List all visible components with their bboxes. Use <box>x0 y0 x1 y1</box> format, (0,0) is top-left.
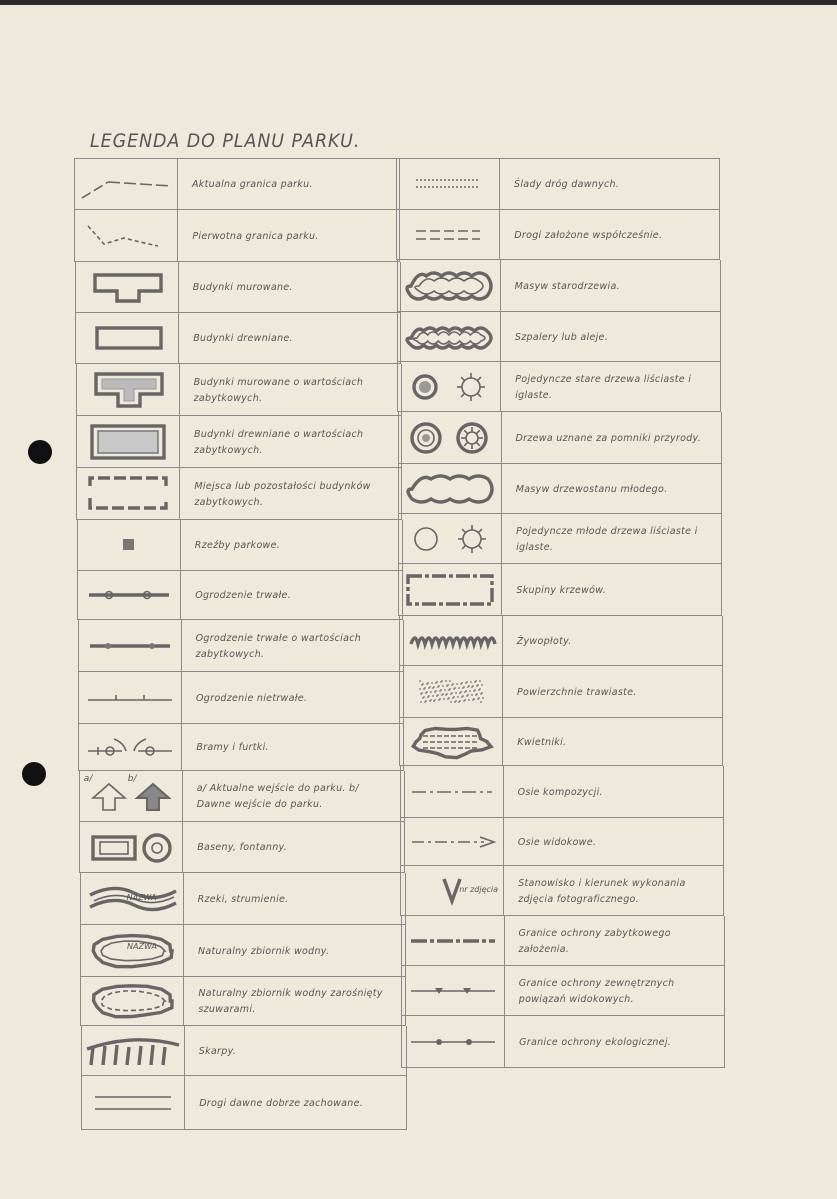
legend-label-cell <box>183 771 405 822</box>
legend-label-cell <box>184 977 406 1026</box>
old-road-icon <box>81 1076 185 1130</box>
legend-label-cell <box>181 520 403 571</box>
left-legend-row <box>79 822 405 873</box>
left-legend-row <box>75 313 401 364</box>
tree-avenue-icon <box>397 312 501 362</box>
old-road-traces-icon <box>396 158 500 210</box>
legend-label-cell <box>501 312 721 362</box>
legend-label-cell <box>502 514 722 564</box>
legend-label-cell <box>178 210 400 262</box>
view-axis-arrow-icon <box>400 818 504 866</box>
left-legend-row <box>76 364 402 416</box>
left-legend-row <box>78 620 404 672</box>
legend-label-cell <box>184 873 406 925</box>
legend-label-cell <box>184 925 406 977</box>
symbol-tag-text: NAZWA <box>126 893 157 902</box>
legend-label-cell <box>505 966 725 1016</box>
punch-hole-bottom <box>22 762 46 786</box>
legend-label: Granice ochrony zewnętrznych powiązań widokowych. <box>518 977 675 1005</box>
legend-label-cell <box>504 866 724 916</box>
permanent-fence-icon <box>77 571 181 620</box>
legend-label-cell <box>503 718 723 766</box>
shrub-groups-icon <box>398 564 502 616</box>
legend-label-cell <box>178 158 400 210</box>
wooden-building-icon <box>75 313 179 364</box>
view-protection-boundary-icon <box>401 966 505 1016</box>
grass-area-icon <box>399 666 503 718</box>
right-legend-row <box>400 766 724 818</box>
legend-label: Pojedyncze młode drzewa liściaste i iglaste. <box>516 525 698 553</box>
legend-label: Szpalery lub aleje. <box>514 331 609 343</box>
legend-title: LEGENDA DO PLANU PARKU. <box>90 130 361 152</box>
legend-label: Kwietniki. <box>517 736 567 748</box>
legend-label-cell <box>182 724 404 771</box>
legend-label-cell <box>500 210 720 260</box>
punch-hole-top <box>28 440 52 464</box>
original-boundary-line-icon <box>74 210 178 262</box>
left-legend-row <box>74 158 400 210</box>
legend-label: Żywopłoty. <box>516 635 572 647</box>
ecological-protection-boundary-icon <box>401 1016 505 1068</box>
legend-label-cell <box>179 313 401 364</box>
masonry-building-icon <box>75 262 179 313</box>
composition-axis-icon <box>400 766 504 818</box>
legend-label: Budynki murowane o wartościach zabytkowych. <box>193 376 364 404</box>
entrance-arrows-icon <box>79 771 183 822</box>
legend-label-cell <box>501 260 721 312</box>
old-tree-mass-icon <box>397 260 501 312</box>
right-legend-row <box>399 666 723 718</box>
temporary-fence-icon <box>78 672 182 724</box>
left-legend-row <box>80 977 406 1026</box>
right-legend-row <box>397 260 721 312</box>
symbol-tag-text: nr zdjęcia <box>459 885 499 894</box>
legend-label-cell <box>182 620 404 672</box>
legend-label-cell <box>504 818 724 866</box>
legend-label: Budynki murowane. <box>192 282 293 293</box>
left-legend-row <box>79 771 405 822</box>
left-legend-row <box>80 873 406 925</box>
legend-label-cell <box>502 412 722 464</box>
legend-label: Miejsca lub pozostałości budynków zabytkowych. <box>194 480 371 508</box>
old-single-trees-icon <box>397 362 501 412</box>
legend-label-cell <box>503 666 723 718</box>
legend-label: Budynki drewniane. <box>193 333 293 344</box>
legend-label: a/ Aktualne wejście do parku. b/ Dawne wejście do parku. <box>196 783 359 810</box>
legend-label: Skupiny krzewów. <box>516 584 607 596</box>
left-legend-row <box>76 468 402 520</box>
legend-label-cell <box>182 672 404 724</box>
river-icon <box>80 873 184 925</box>
right-legend-row <box>398 564 722 616</box>
legend-label: Rzeki, strumienie. <box>197 893 289 905</box>
legend-label: Skarpy. <box>198 1045 237 1057</box>
legend-label-cell <box>502 464 722 514</box>
right-legend-row <box>399 616 723 666</box>
gate-icon <box>78 724 182 771</box>
legend-label: Ogrodzenie nietrwałe. <box>196 692 308 704</box>
right-legend-row <box>397 312 721 362</box>
entrance-tag: a/ <box>83 774 93 784</box>
legend-label: Granice ochrony zabytkowego założenia. <box>518 927 671 955</box>
legend-label-cell <box>185 1026 407 1076</box>
legend-label: Baseny, fontanny. <box>197 842 288 853</box>
legend-label-cell <box>505 1016 725 1068</box>
legend-label: Pierwotna granica parku. <box>192 230 319 242</box>
historic-wooden-building-icon <box>76 416 180 468</box>
legend-label: Masyw starodrzewia. <box>514 280 620 292</box>
current-boundary-line-icon <box>74 158 178 210</box>
legend-label-cell <box>500 158 720 210</box>
right-legend-row <box>397 362 721 412</box>
legend-label: Bramy i furtki. <box>196 742 269 753</box>
right-legend-row <box>400 818 724 866</box>
legend-label-cell <box>183 822 405 873</box>
right-legend-row <box>396 158 720 210</box>
legend-label-cell <box>180 364 402 416</box>
pool-fountain-icon <box>79 822 183 873</box>
top-edge-bar <box>0 0 837 5</box>
symbol-tag-text: NAZWA <box>127 942 157 951</box>
historic-masonry-building-icon <box>76 364 180 416</box>
pond-icon <box>80 925 184 977</box>
legend-label-cell <box>180 468 402 520</box>
legend-label-cell <box>504 766 724 818</box>
historic-permanent-fence-icon <box>78 620 182 672</box>
legend-label: Ślady dróg dawnych. <box>514 179 620 190</box>
right-legend-row <box>400 866 724 916</box>
right-legend-row <box>399 718 723 766</box>
legend-label: Ogrodzenie trwałe o wartościach zabytkowych. <box>195 632 362 660</box>
young-single-trees-icon <box>398 514 502 564</box>
legend-label-cell <box>180 416 402 468</box>
entrance-tag: b/ <box>127 774 137 784</box>
young-tree-mass-icon <box>398 464 502 514</box>
legend-label: Drzewa uznane za pomniki przyrody. <box>515 432 702 444</box>
legend-label: Masyw drzewostanu młodego. <box>515 483 668 495</box>
legend-label: Granice ochrony ekologicznej. <box>519 1036 672 1048</box>
right-legend-row <box>401 966 725 1016</box>
left-legend-row <box>78 672 404 724</box>
legend-label: Naturalny zbiornik wodny zarośnięty szuwarami. <box>198 988 383 1015</box>
sculpture-square-icon <box>77 520 181 571</box>
legend-label-cell <box>505 916 725 966</box>
legend-label: Aktualna granica parku. <box>192 179 313 190</box>
legend-label: Naturalny zbiornik wodny. <box>198 945 330 957</box>
legend-label: Stanowisko i kierunek wykonania zdjęcia fotograficznego. <box>518 877 686 905</box>
legend-label: Drogi założone współcześnie. <box>514 229 663 241</box>
left-legend-row <box>75 262 401 313</box>
left-legend-row <box>78 724 404 771</box>
legend-label-cell <box>179 262 401 313</box>
legend-label: Ogrodzenie trwałe. <box>195 590 292 601</box>
slope-escarpment-icon <box>81 1026 185 1076</box>
legend-label-cell <box>502 564 722 616</box>
left-legend-row <box>77 571 403 620</box>
legend-label: Osie widokowe. <box>517 836 597 848</box>
right-legend-row <box>398 412 722 464</box>
historic-building-remains-icon <box>76 468 180 520</box>
left-legend-row <box>80 925 406 977</box>
left-legend-row <box>76 416 402 468</box>
flower-bed-icon <box>399 718 503 766</box>
right-legend-row <box>401 916 725 966</box>
legend-label: Budynki drewniane o wartościach zabytkowych. <box>194 428 364 456</box>
legend-label-cell <box>503 616 723 666</box>
left-legend-row <box>81 1026 407 1076</box>
hedge-icon <box>399 616 503 666</box>
legend-label-cell <box>501 362 721 412</box>
legend-label: Pojedyncze stare drzewa liściaste i iglaste. <box>515 373 692 401</box>
legend-label: Powierzchnie trawiaste. <box>517 686 637 698</box>
monument-trees-icon <box>398 412 502 464</box>
reed-pond-icon <box>80 977 184 1026</box>
legend-label: Drogi dawne dobrze zachowane. <box>199 1097 364 1109</box>
legend-label-cell <box>185 1076 407 1130</box>
left-legend-row <box>81 1076 407 1130</box>
right-legend-row <box>396 210 720 260</box>
right-legend-row <box>401 1016 725 1068</box>
right-legend-row <box>398 514 722 564</box>
photo-position-icon <box>400 866 504 916</box>
legend-label-cell <box>181 571 403 620</box>
heritage-protection-boundary-icon <box>401 916 505 966</box>
right-legend-row <box>398 464 722 514</box>
left-legend-row <box>74 210 400 262</box>
modern-road-icon <box>396 210 500 260</box>
legend-label: Rzeźby parkowe. <box>194 540 281 551</box>
left-legend-row <box>77 520 403 571</box>
legend-label: Osie kompozycji. <box>517 786 603 798</box>
